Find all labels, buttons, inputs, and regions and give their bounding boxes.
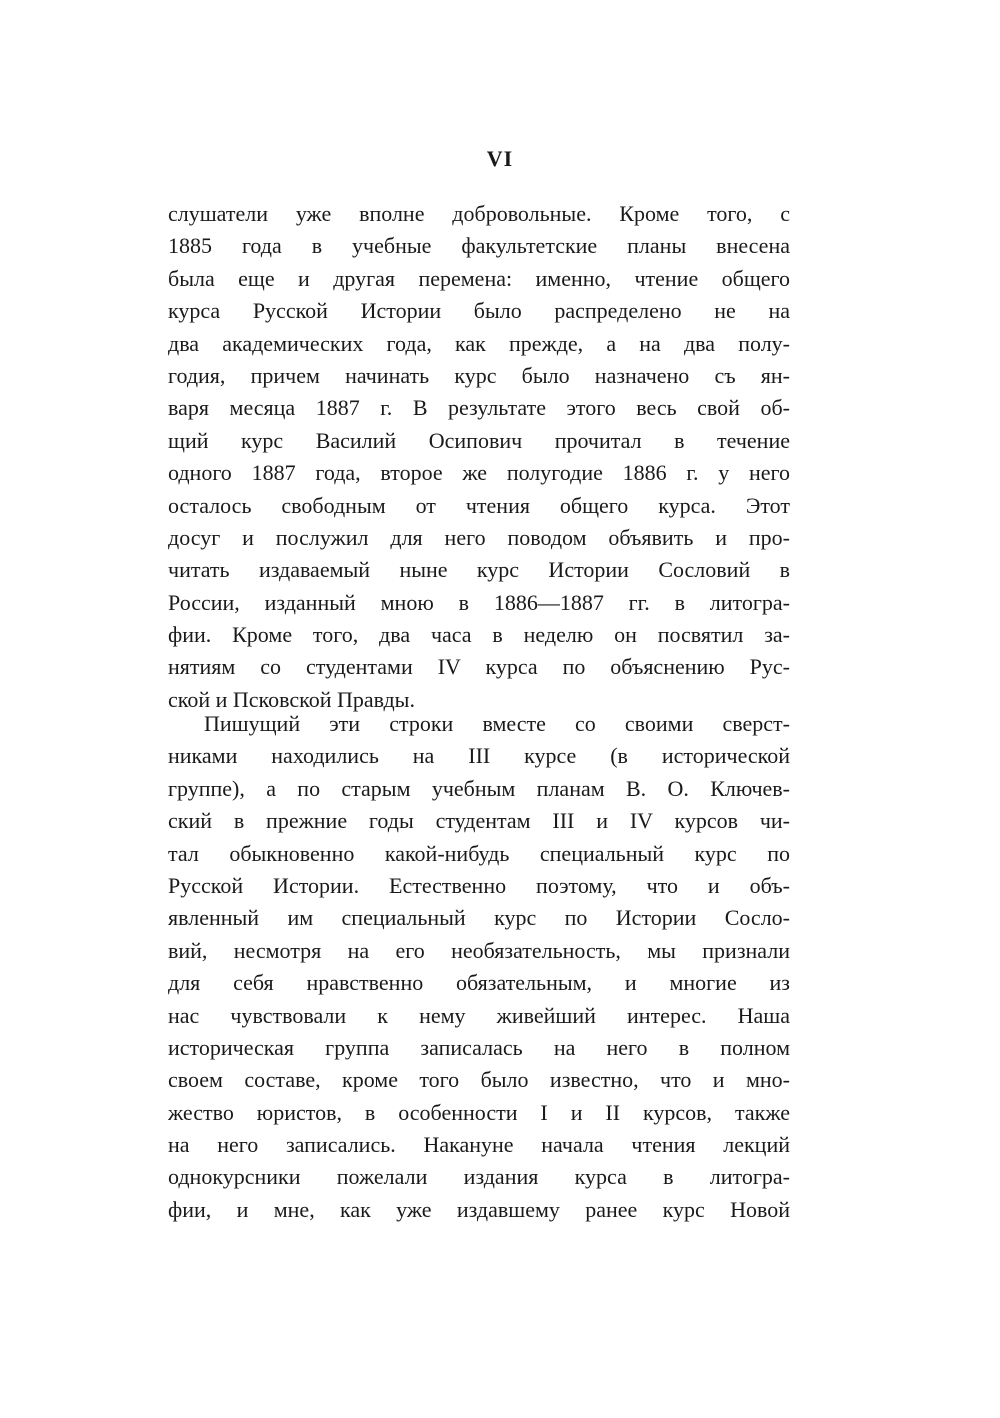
text-line: на него записались. Накануне начала чтения лекций — [168, 1132, 790, 1158]
text-line: фии. Кроме того, два часа в неделю он посвятил за- — [168, 622, 790, 648]
text-line: одного 1887 года, второе же полугодие 1886 г. у него — [168, 460, 790, 486]
page-number: VI — [486, 146, 514, 171]
paragraph-1 — [168, 198, 790, 716]
text-line: варя месяца 1887 г. В результате этого весь свой об- — [168, 395, 790, 421]
text-line: России, изданный мною в 1886—1887 гг. в литогра- — [168, 589, 790, 615]
text-line: курса Русской Истории было распределено не на — [168, 298, 790, 324]
text-line: для себя нравственно обязательным, и многие из — [168, 970, 790, 996]
text-line: ской и Псковской Правды. — [168, 686, 415, 712]
text-line: досуг и послужил для него поводом объявить и про- — [168, 524, 790, 550]
text-line: однокурсники пожелали издания курса в литогра- — [168, 1164, 790, 1190]
text-line: жество юристов, в особенности I и II курсов, также — [168, 1099, 790, 1125]
paragraph-2 — [168, 708, 790, 1226]
text-line: была еще и другая перемена: именно, чтение общего — [168, 265, 790, 291]
text-line: осталось свободным от чтения общего курса. Этот — [168, 492, 790, 518]
text-line: Пишущий эти строки вместе со своими сверст- — [204, 711, 790, 736]
text-line: явленный им специальный курс по Истории Сосло- — [168, 905, 790, 931]
text-line: читать издаваемый ныне курс Истории Сословий в — [168, 557, 790, 583]
text-line: слушатели уже вполне добровольные. Кроме того, с — [168, 201, 790, 226]
text-line: никами находились на III курсе (в исторической — [168, 743, 790, 769]
text-line: щий курс Василий Осипович прочитал в течение — [168, 427, 790, 453]
text-line: нас чувствовали к нему живейший интерес. Наша — [168, 1002, 790, 1028]
text-line: группе), а по старым учебным планам В. О. Ключев- — [168, 775, 790, 801]
text-line: историческая группа записалась на него в полном — [168, 1034, 790, 1060]
text-line: тал обыкновенно какой-нибудь специальный курс по — [168, 840, 790, 866]
text-line: годия, причем начинать курс было назначено съ ян- — [168, 362, 790, 388]
text-line: Русской Истории. Естественно поэтому, что и объ- — [168, 872, 790, 898]
text-line: нятиям со студентами IV курса по объяснению Рус- — [168, 654, 790, 680]
text-line: фии, и мне, как уже издавшему ранее курс Новой — [168, 1196, 790, 1222]
text-line: своем составе, кроме того было известно, что и мно- — [168, 1067, 790, 1093]
text-line: ский в прежние годы студентам III и IV курсов чи- — [168, 808, 790, 834]
text-line: два академических года, как прежде, а на два полу- — [168, 330, 790, 356]
text-line: вий, несмотря на его необязательность, мы признали — [168, 937, 790, 963]
text-line: 1885 года в учебные факультетские планы внесена — [168, 233, 790, 259]
